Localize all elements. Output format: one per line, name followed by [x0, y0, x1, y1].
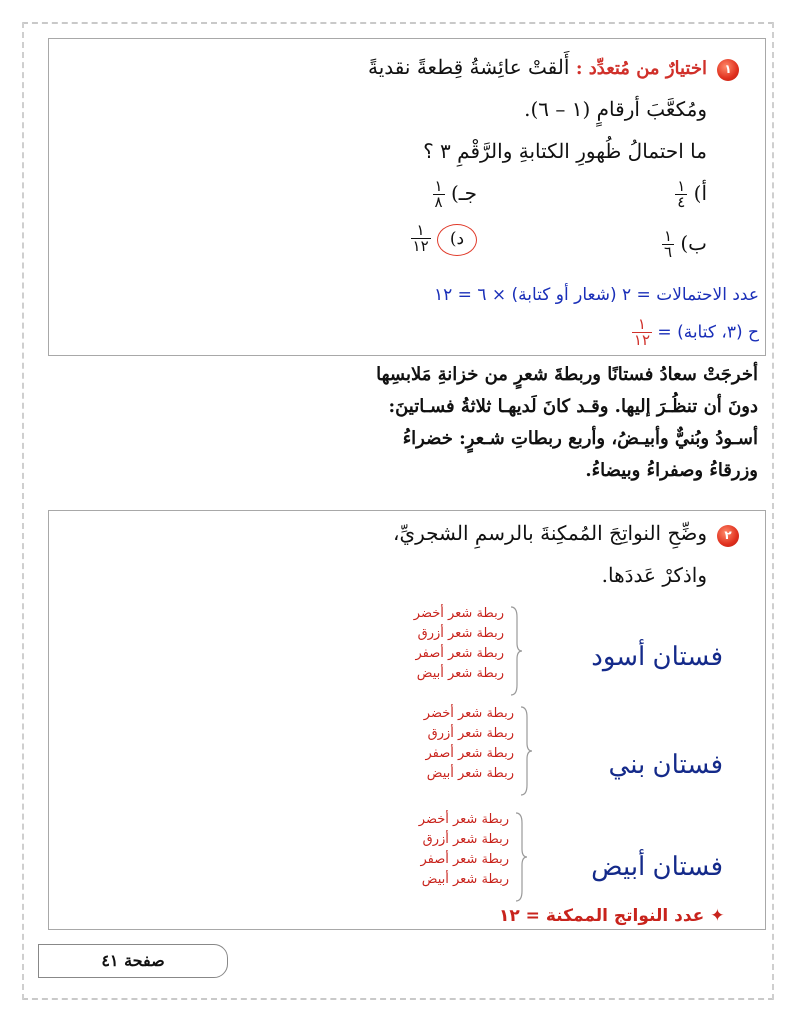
- ties-list-white: [399, 810, 509, 890]
- option-b[interactable]: ب) $\frac{١}{٦}$: [663, 227, 707, 261]
- passage-text: أخرجَتْ سعادُ فستانًا وربطةَ شعرٍ من خزانةِ مَلابسِها دونَ أن تنظُـرَ إليها. وقـد كانَ لَديهـا ثلاثةُ فسـاتينَ: أسـودُ وبُنيٌّ وأبيـضُ، وأربع ربطاتِ شـعرٍ: خضراءُ وزرقاءُ وصفراءُ وبيضاءُ.: [376, 364, 758, 481]
- tie-item: ربطة شعر أزرق: [417, 626, 504, 641]
- selected-answer-circle: د): [437, 224, 477, 256]
- tree-brace-brown: [519, 705, 533, 797]
- page-number-tab: صفحة ٤١: [38, 944, 228, 978]
- question-type-label: اختيارٌ من مُتعدِّد :: [575, 58, 707, 79]
- tie-item: ربطة شعر أبيض: [416, 666, 504, 681]
- tie-item: ربطة شعر أصفر: [425, 746, 514, 761]
- dress-white: فستان أبيض: [591, 851, 723, 881]
- question-2-line2: واذكرْ عَددَها.: [601, 563, 707, 587]
- question-1-line1: اختيارٌ من مُتعدِّد : أَلقتْ عائِشةُ قِطعةً نقديةً: [368, 55, 707, 79]
- answer-outcomes-line: عدد الاحتمالات = ٢ (شعار أو كتابة) × ٦ = ١٢: [433, 285, 759, 305]
- tree-brace-black: [509, 605, 523, 697]
- tie-item: ربطة شعر أخضر: [418, 812, 509, 827]
- ties-list-brown: [404, 704, 514, 784]
- tie-item: ربطة شعر أخضر: [423, 706, 514, 721]
- question-2-line1: وضِّحِ النواتِجَ المُمكِنةَ بالرسمِ الشجريِّ،: [392, 521, 707, 545]
- tie-item: ربطة شعر أبيض: [421, 872, 509, 887]
- tie-item: ربطة شعر أخضر: [413, 606, 504, 621]
- question-2-box: [48, 510, 766, 930]
- tie-item: ربطة شعر أصفر: [415, 646, 504, 661]
- tree-brace-white: [514, 811, 528, 903]
- diamond-bullet-icon: ✦: [710, 906, 725, 926]
- tie-item: ربطة شعر أبيض: [426, 766, 514, 781]
- ties-list-black: [394, 604, 504, 684]
- dress-black: فستان أسود: [591, 641, 723, 671]
- tie-item: ربطة شعر أزرق: [427, 726, 514, 741]
- dress-brown: فستان بني: [608, 749, 723, 779]
- option-c[interactable]: جـ) $\frac{١}{٨}$: [434, 177, 477, 211]
- question-1-line2: ومُكعَّبَ أرقامٍ (١ – ٦).: [524, 97, 707, 121]
- question-1-prompt: ما احتمالُ ظُهورِ الكتابةِ والرَّقْمِ ٣ ؟: [423, 139, 707, 163]
- question-number-icon: ٢: [717, 525, 739, 547]
- option-d-selected[interactable]: د) $\frac{١}{١٢}$: [411, 223, 477, 256]
- tie-item: ربطة شعر أزرق: [422, 832, 509, 847]
- answer-probability: ح (٣، كتابة) = $\frac{١}{١٢}$: [633, 315, 759, 349]
- question-1-box: [48, 38, 766, 356]
- total-outcomes: ✦ عدد النواتج الممكنة = ١٢: [499, 906, 725, 926]
- question-number-icon: ١: [717, 59, 739, 81]
- tie-item: ربطة شعر أصفر: [420, 852, 509, 867]
- option-a[interactable]: أ) $\frac{١}{٤}$: [677, 177, 707, 211]
